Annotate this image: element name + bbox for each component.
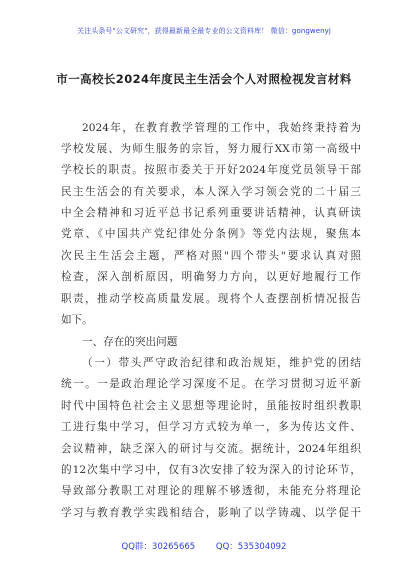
- header-note: 关注头条号"公文研究"，获得最新最全最专业的公文资料库！ 微信：gongwenyj: [77, 27, 331, 35]
- paragraph-line: 次民主生活会主题，严格对照"四个带头"要求认真对照: [61, 250, 361, 262]
- paragraph-line: 党章、《中国共产党纪律处分条例》等党内法规，聚焦本: [61, 228, 361, 240]
- paragraph-line: 学校发展、为师生服务的宗旨，努力履行XX市第一高级中: [61, 143, 361, 155]
- paragraph-line: 会议精神，缺乏深入的研讨与交流。据统计，2024年组织: [61, 443, 361, 455]
- paragraph-line: 时代中国特色社会主义思想等理论时，虽能按时组织教职: [61, 400, 361, 412]
- paragraph-line: 导致部分教职工对理论的理解不够透彻，未能充分将理论: [61, 485, 361, 497]
- paragraph-line: 工进行集中学习，但学习方式较为单一，多为传达文件、: [61, 421, 361, 433]
- paragraph-line: 职责，推动学校高质量发展。现将个人查摆剖析情况报告: [61, 293, 361, 305]
- footer-qq-group: QQ群：30265665: [121, 542, 196, 552]
- paragraph-line: 如下。: [61, 314, 93, 326]
- paragraph-line: 中全会精神和习近平总书记系列重要讲话精神，认真研读: [61, 207, 361, 219]
- paragraph-line: 的12次集中学习中，仅有3次安排了较为深入的讨论环节，: [61, 464, 361, 476]
- paragraph-line: 检查，深入剖析原因，明确努力方向，以更好地履行工作: [61, 271, 361, 283]
- paragraph-line: （一）带头严守政治纪律和政治规矩，维护党的团结: [82, 357, 361, 369]
- paragraph-line: 2024年，在教育教学管理的工作中，我始终秉持着为: [82, 122, 361, 134]
- paragraph-line: 学校长的职责。按照市委关于开好2024年度党员领导干部: [61, 164, 361, 176]
- document-title: 市一高校长2024年度民主生活会个人对照检视发言材料: [56, 72, 352, 86]
- section-heading: 一、存在的突出问题: [82, 336, 178, 348]
- footer-qq-number: QQ：535304092: [215, 542, 287, 552]
- paragraph-line: 统一。一是政治理论学习深度不足。在学习贯彻习近平新: [61, 378, 361, 390]
- footer-contact: [0, 540, 408, 552]
- paragraph-line: 民主生活会的有关要求，本人深入学习领会党的二十届三: [61, 186, 361, 198]
- paragraph-line: 学习与教育教学实践相结合，影响了以学铸魂、以学促干: [61, 507, 361, 519]
